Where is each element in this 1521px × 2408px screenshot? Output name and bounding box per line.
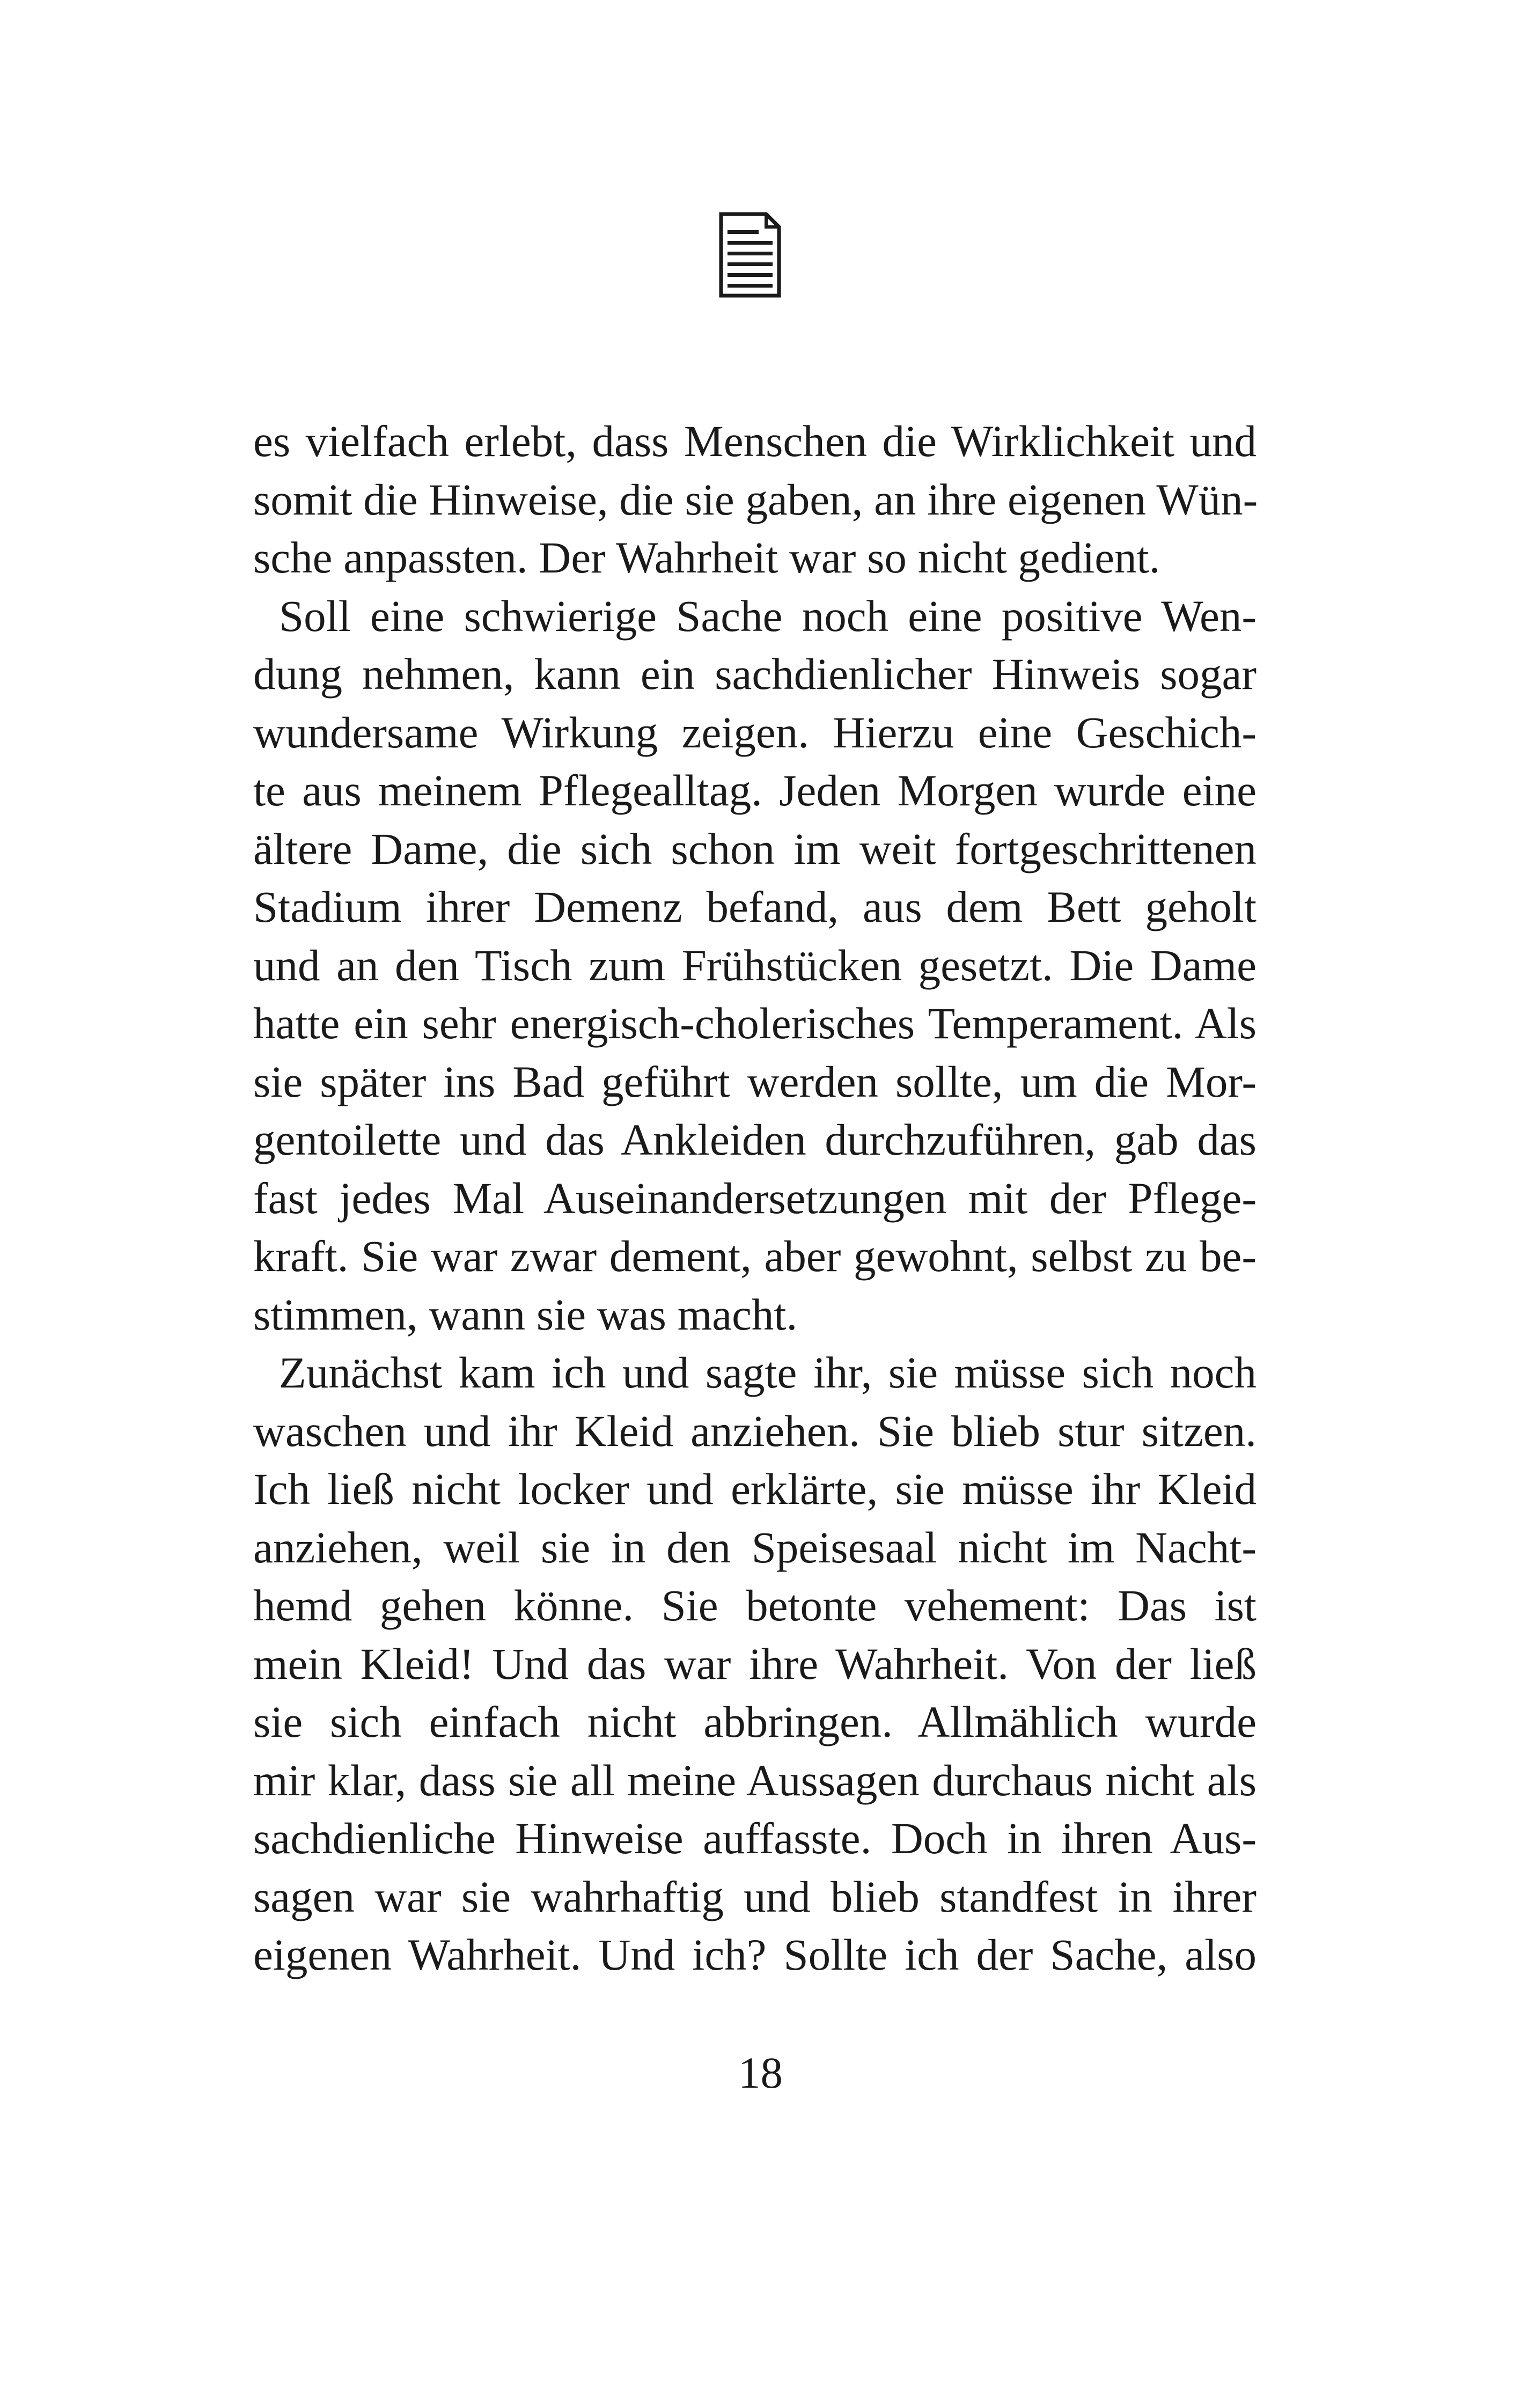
text-line: ältere Dame, die sich schon im weit fortgeschrittenen	[253, 824, 1257, 873]
body-text	[253, 412, 1257, 1984]
text-line: sagen war sie wahrhaftig und blieb standfest in ihrer	[253, 1871, 1257, 1921]
text-line: mein Kleid! Und das war ihre Wahrheit. Von der ließ	[253, 1639, 1257, 1688]
text-line: Ich ließ nicht locker und erklärte, sie müsse ihr Kleid	[253, 1464, 1257, 1514]
text-line: te aus meinem Pflegealltag. Jeden Morgen wurde eine	[253, 766, 1257, 815]
text-line: anziehen, weil sie in den Speisesaal nicht im Nacht-	[253, 1522, 1257, 1572]
text-line: Zunächst kam ich und sagte ihr, sie müsse sich noch	[279, 1348, 1257, 1397]
text-line: sie sich einfach nicht abbringen. Allmählich wurde	[253, 1697, 1257, 1746]
text-line: Stadium ihrer Demenz befand, aus dem Bett geholt	[253, 882, 1257, 931]
text-line: wundersame Wirkung zeigen. Hierzu eine Geschich-	[253, 707, 1257, 757]
text-line: fast jedes Mal Auseinandersetzungen mit der Pflege-	[253, 1173, 1257, 1223]
paragraph	[253, 587, 1257, 1344]
text-line: eigenen Wahrheit. Und ich? Sollte ich der Sache, also	[253, 1930, 1257, 1979]
text-line: hemd gehen könne. Sie betonte vehement: Das ist	[253, 1581, 1257, 1630]
text-line: kraft. Sie war zwar dement, aber gewohnt, selbst zu be-	[253, 1231, 1257, 1281]
paragraph	[253, 1344, 1257, 1984]
text-line: hatte ein sehr energisch-cholerisches Temperament. Als	[253, 999, 1257, 1048]
text-line: gentoilette und das Ankleiden durchzuführen, gab das	[253, 1115, 1257, 1164]
document-icon	[719, 212, 781, 298]
text-line: und an den Tisch zum Frühstücken gesetzt. Die Dame	[253, 940, 1257, 990]
text-line: waschen und ihr Kleid anziehen. Sie blieb stur sitzen.	[253, 1406, 1257, 1456]
paragraph	[253, 412, 1257, 587]
text-line: dung nehmen, kann ein sachdienlicher Hinweis sogar	[253, 649, 1257, 699]
text-line: mir klar, dass sie all meine Aussagen durchaus nicht als	[253, 1755, 1257, 1805]
text-line: sie später ins Bad geführt werden sollte, um die Mor-	[253, 1056, 1257, 1106]
text-line: sachdienliche Hinweise auffasste. Doch in ihren Aus-	[253, 1814, 1257, 1863]
text-line: somit die Hinweise, die sie gaben, an ihre eigenen Wün-	[253, 474, 1258, 524]
text-line: Soll eine schwierige Sache noch eine positive Wen-	[279, 591, 1257, 641]
page-number: 18	[738, 2048, 783, 2097]
text-line: stimmen, wann sie was macht.	[253, 1289, 798, 1339]
text-line: es vielfach erlebt, dass Menschen die Wirklichkeit und	[253, 416, 1257, 466]
text-line: sche anpassten. Der Wahrheit war so nicht gedient.	[253, 533, 1160, 582]
